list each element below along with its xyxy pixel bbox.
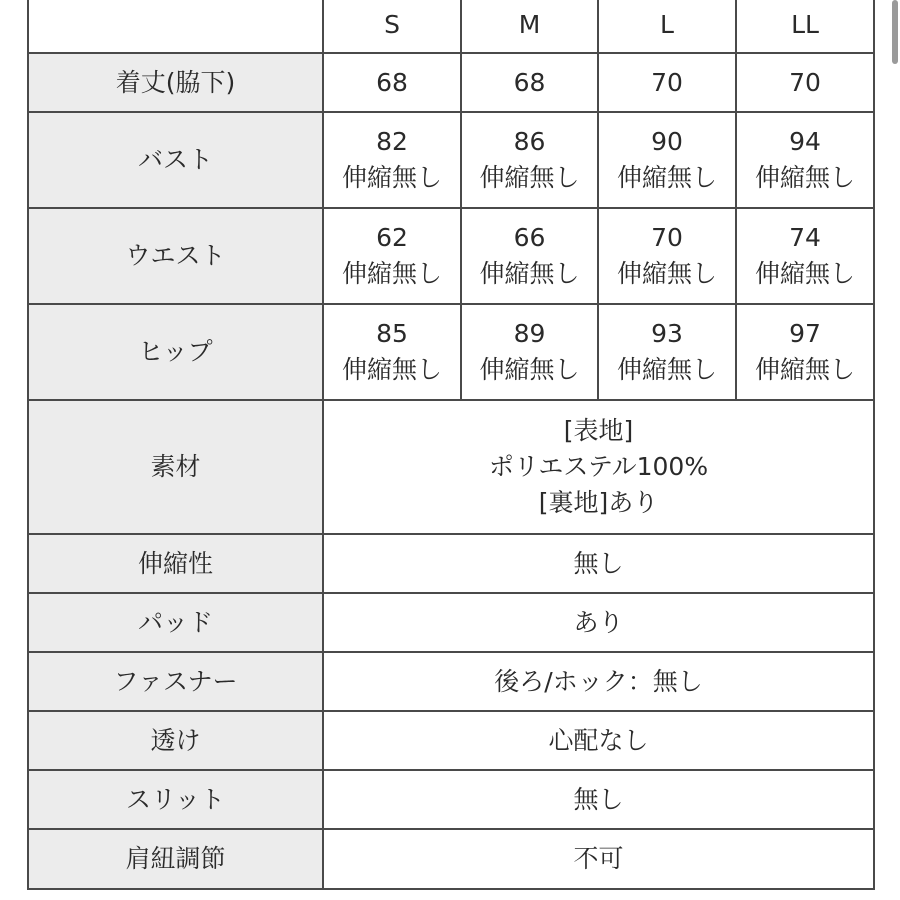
corner-cell — [28, 0, 323, 53]
measurement-value-line: 伸縮無し — [616, 163, 717, 192]
size-header-m: M — [461, 0, 598, 53]
measurement-value-line: 66 — [513, 223, 546, 252]
measurement-value — [598, 112, 736, 208]
measurement-value-line: 68 — [376, 67, 408, 97]
detail-row — [28, 829, 874, 889]
measurement-row — [28, 304, 874, 400]
measurement-value-line: 伸縮無し — [754, 163, 855, 192]
detail-value-line: 心配なし — [548, 725, 649, 755]
measurement-value-line: 70 — [789, 67, 821, 97]
measurement-value — [461, 304, 598, 400]
detail-value — [323, 593, 874, 652]
row-label: 素材 — [28, 400, 323, 534]
measurement-value-line: 伸縮無し — [754, 259, 855, 288]
measurement-value-line: 70 — [651, 223, 683, 252]
detail-value — [323, 400, 874, 534]
detail-row — [28, 711, 874, 770]
measurement-row — [28, 53, 874, 112]
measurement-value-line: 62 — [376, 223, 408, 252]
row-label: スリット — [28, 770, 323, 829]
measurement-value — [323, 112, 461, 208]
detail-value — [323, 652, 874, 711]
detail-value-line: 不可 — [573, 844, 624, 873]
detail-value-line: あり — [573, 607, 624, 637]
detail-row — [28, 652, 874, 711]
detail-row — [28, 770, 874, 829]
measurement-value-line: 97 — [789, 319, 821, 348]
measurement-value — [736, 304, 874, 400]
detail-value — [323, 711, 874, 770]
size-table — [27, 0, 875, 890]
measurement-value-line: 94 — [789, 127, 821, 156]
measurement-value-line: 89 — [513, 319, 546, 348]
measurement-value-line: 伸縮無し — [341, 163, 442, 192]
measurement-value-line: 68 — [513, 67, 546, 97]
measurement-value — [323, 53, 461, 112]
measurement-value — [323, 304, 461, 400]
measurement-value — [598, 53, 736, 112]
measurement-value — [323, 208, 461, 304]
row-label: 肩紐調節 — [28, 829, 323, 889]
row-label: 伸縮性 — [28, 534, 323, 593]
size-header-ll: LL — [736, 0, 874, 53]
measurement-value — [736, 53, 874, 112]
row-label: バスト — [28, 112, 323, 208]
size-header-s: S — [323, 0, 461, 53]
measurement-value-line: 伸縮無し — [479, 163, 580, 192]
measurement-value-line: 伸縮無し — [479, 355, 580, 384]
detail-row — [28, 593, 874, 652]
measurement-value-line: 90 — [651, 127, 683, 156]
size-table-body — [28, 0, 874, 889]
measurement-value-line: 85 — [376, 319, 408, 348]
measurement-value-line: 伸縮無し — [616, 259, 717, 288]
measurement-value — [736, 112, 874, 208]
measurement-value-line: 93 — [651, 319, 683, 348]
detail-value — [323, 770, 874, 829]
measurement-value — [598, 304, 736, 400]
measurement-value-line: 86 — [513, 127, 546, 156]
measurement-value — [598, 208, 736, 304]
measurement-value — [461, 208, 598, 304]
size-chart — [27, 0, 873, 890]
measurement-value — [736, 208, 874, 304]
detail-value — [323, 829, 874, 889]
size-header-l: L — [598, 0, 736, 53]
detail-row — [28, 534, 874, 593]
scrollbar-thumb[interactable] — [892, 0, 898, 64]
measurement-row — [28, 208, 874, 304]
measurement-value-line: 伸縮無し — [616, 355, 717, 384]
detail-value-line: 無し — [573, 548, 624, 578]
row-label: 透け — [28, 711, 323, 770]
measurement-value-line: 伸縮無し — [341, 259, 442, 288]
measurement-value — [461, 112, 598, 208]
measurement-value-line: 伸縮無し — [341, 355, 442, 384]
measurement-value-line: 70 — [651, 67, 683, 97]
detail-value-line: 後ろ/ホック：無し — [494, 666, 703, 696]
detail-value-line: 無し — [573, 784, 624, 814]
row-label: 着丈(脇下) — [28, 53, 323, 112]
size-header-row — [28, 0, 874, 53]
measurement-row — [28, 112, 874, 208]
measurement-value-line: 82 — [376, 127, 408, 156]
detail-value-line: ポリエステル100% — [488, 452, 709, 481]
measurement-value — [461, 53, 598, 112]
row-label: ウエスト — [28, 208, 323, 304]
detail-row — [28, 400, 874, 534]
row-label: パッド — [28, 593, 323, 652]
row-label: ファスナー — [28, 652, 323, 711]
measurement-value-line: 伸縮無し — [479, 259, 580, 288]
detail-value — [323, 534, 874, 593]
detail-value-line: [表地] — [563, 416, 634, 445]
row-label: ヒップ — [28, 304, 323, 400]
measurement-value-line: 伸縮無し — [754, 355, 855, 384]
measurement-value-line: 74 — [789, 223, 821, 252]
detail-value-line: [裏地]あり — [538, 488, 659, 517]
